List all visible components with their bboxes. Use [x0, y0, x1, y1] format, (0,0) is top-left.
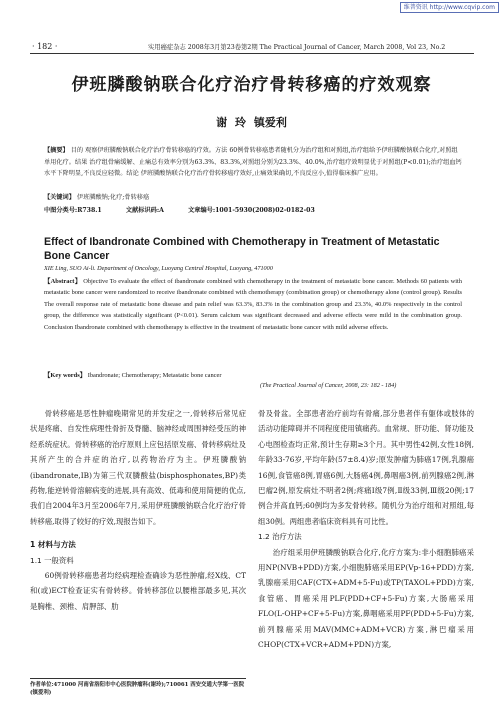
clc-number: 中图分类号:R738.1 — [44, 207, 102, 214]
body-column-left — [30, 406, 246, 614]
abstract-en — [44, 276, 462, 333]
author-affiliation-footnote: 作者单位:471000 河南省洛阳市中心医院肿瘤科(谢玲);710061 西安交通大学第一医院(镇爱利) — [30, 678, 246, 697]
keywords-en — [44, 370, 462, 379]
treatment-paragraph: 治疗组采用伊班膦酸钠联合化疗,化疗方案为:非小细胞肺癌采用NP(NVB+PDD)方案,小细胞肺癌采用EP(Vp-16+PDD)方案,乳腺癌采用CAF(CTX+ADM+5-Fu)或TP(TAXOL+PDD)方案,食管癌、胃癌采用PLF(PDD+CF+5-Fu)方案,大肠癌采用FLO(L-OHP+CF+5-Fu)方案,鼻咽癌采用PF(PDD+5-Fu)方案,前列腺癌采用MAV(MMC+ADM+VCR)方案,淋巴瘤采用CHOP(CTX+VCR+ADM+PDN)方案, — [258, 547, 474, 650]
doc-code: 文献标识码:A — [125, 207, 164, 214]
article-number: 文章编号:1001-5930(2008)02-0182-03 — [188, 207, 315, 214]
classification-line — [44, 205, 462, 217]
english-authors: XIE Ling, SUO Ai-li. Department of Oncology, Luoyang Central Hospital, Luoyang, 471000 — [44, 265, 273, 272]
abstract-cn-text: 目的 观察伊班膦酸钠联合化疗治疗骨转移癌的疗效。方法 60例骨转移癌患者随机分为治疗组和对照组,治疗组给予伊班膦酸钠联合化疗,对照组单用化疗。结果 治疗组骨痛缓解、止痛总有效率分别为63.3%、83.3%,对照组分别为23.3%、40.0%,治疗组疗效明显优于对照组(P<0.01);治疗组血钙水平下降明显,不良反应轻微。结论 伊班膦酸钠联合化疗治疗骨转移癌疗效好,止痛效果确切,不良反应小,值得临床推广应用。 — [44, 147, 462, 178]
abstract-en-text: Objective To evaluate the effect of ibandronate combined with chemotherapy in the treatment of metastatic bone cancer. Methods 60 patients with metastatic bone cancer were randomized to receive ibandronate combined with chemotherapy (combination group) or chemotherapy alone (control group). Results The overall response rate of metastatic bone disease and pain relief was 63.3%, 83.3% in the combination group and 23.3%, 40.0% respectively in the control group, the difference was statistically significant (P<0.01). Serum calcium was significant decreased and adverse effects were mild in the combination group. Conclusion Ibandronate combined with chemotherapy is effective in the treatment of metastatic bone cancer with mild adverse effects. — [44, 278, 462, 331]
keywords-en-text: Ibandronate; Chemotherapy; Metastatic bone cancer — [87, 372, 222, 379]
abstract-cn — [44, 145, 462, 180]
abstract-en-label: 【Abstract】 — [44, 278, 82, 285]
keywords-cn — [44, 192, 462, 204]
patient-data-paragraph: 骨及骨盆。全部患者治疗前均有骨痛,部分患者伴有躯体或肢体的活动功能障碍并不同程度使用镇痛药。血常规、肝功能、肾功能及心电图检查均正常,预计生存期≥3个月。其中男性42例,女性18例,年龄33-76岁,平均年龄(57±8.4)岁;原发肿瘤为肺癌17例,乳腺癌16例,食管癌8例,胃癌6例,大肠癌4例,鼻咽癌3例,前列腺癌2例,淋巴瘤2例,原发病灶不明者2例;疼痛Ⅰ级7例,Ⅱ级33例,Ⅲ级20例;17例合并高血钙;60例均为多发骨转移。随机分为治疗组和对照组,每组30例。两组患者临床资料具有可比性。 — [258, 409, 474, 526]
intro-paragraph: 骨转移癌是恶性肿瘤晚期常见的并发症之一,骨转移后常见症状是疼痛、自发性病理性骨折及脊髓、脑神经或周围神经受压的神经系统症状。骨转移癌的治疗原则上应包括原发癌、骨转移病灶及其所产生的合并症的治疗,以药物治疗为主。伊班膦酸钠(ibandronate,IB)为第三代双膦酸盐(bisphosphonates,BP)类药物,能逆转骨溶解病变的进展,具有高效、低毒和使用简便的优点,我们自2004年3月至2006年7月,采用伊班膦酸钠联合化疗治疗骨转移癌,取得了较好的疗效,现报告如下。 — [30, 409, 246, 526]
citation: (The Practical Journal of Cancer, 2008, 23: 182 - 184) — [260, 382, 397, 389]
body-column-right — [258, 406, 474, 653]
keywords-cn-label: 【关键词】 — [44, 194, 75, 201]
english-title: Effect of Ibandronate Combined with Chemotherapy in Treatment of Metastatic Bone Cancer — [44, 236, 440, 262]
keywords-cn-text: 伊班膦酸钠;化疗;骨转移癌 — [76, 194, 150, 201]
abstract-cn-label: 【摘要】 — [44, 147, 69, 154]
section-heading-methods: 1 材料与方法 — [30, 540, 76, 550]
general-data-paragraph: 60例骨转移癌患者均经病理检查确诊为恶性肿瘤,经X线、CT和(或)ECT检查证实有骨转移。骨转移部位以腰椎部最多见,其次是胸椎、颈椎、肩胛部、肋 — [30, 571, 246, 611]
journal-line: 实用癌症杂志 2008年3月第23卷第2期 The Practical Journal of Cancer, March 2008, Vol 23, No.2 — [148, 44, 446, 51]
watermark: 维普资讯 http://www.cqvip.com — [400, 2, 499, 13]
article-title: 伊班膦酸钠联合化疗治疗骨转移癌的疗效观察 — [71, 75, 432, 95]
subsection-heading-treatment: 1.2 治疗方法 — [258, 532, 302, 542]
keywords-en-label: 【Key words】 — [44, 372, 87, 379]
subsection-heading-general: 1.1 一般资料 — [30, 555, 74, 565]
running-head — [30, 42, 474, 54]
page-number: · 182 · — [32, 42, 58, 51]
article-authors: 谢 玲 镇爱利 — [216, 116, 287, 129]
